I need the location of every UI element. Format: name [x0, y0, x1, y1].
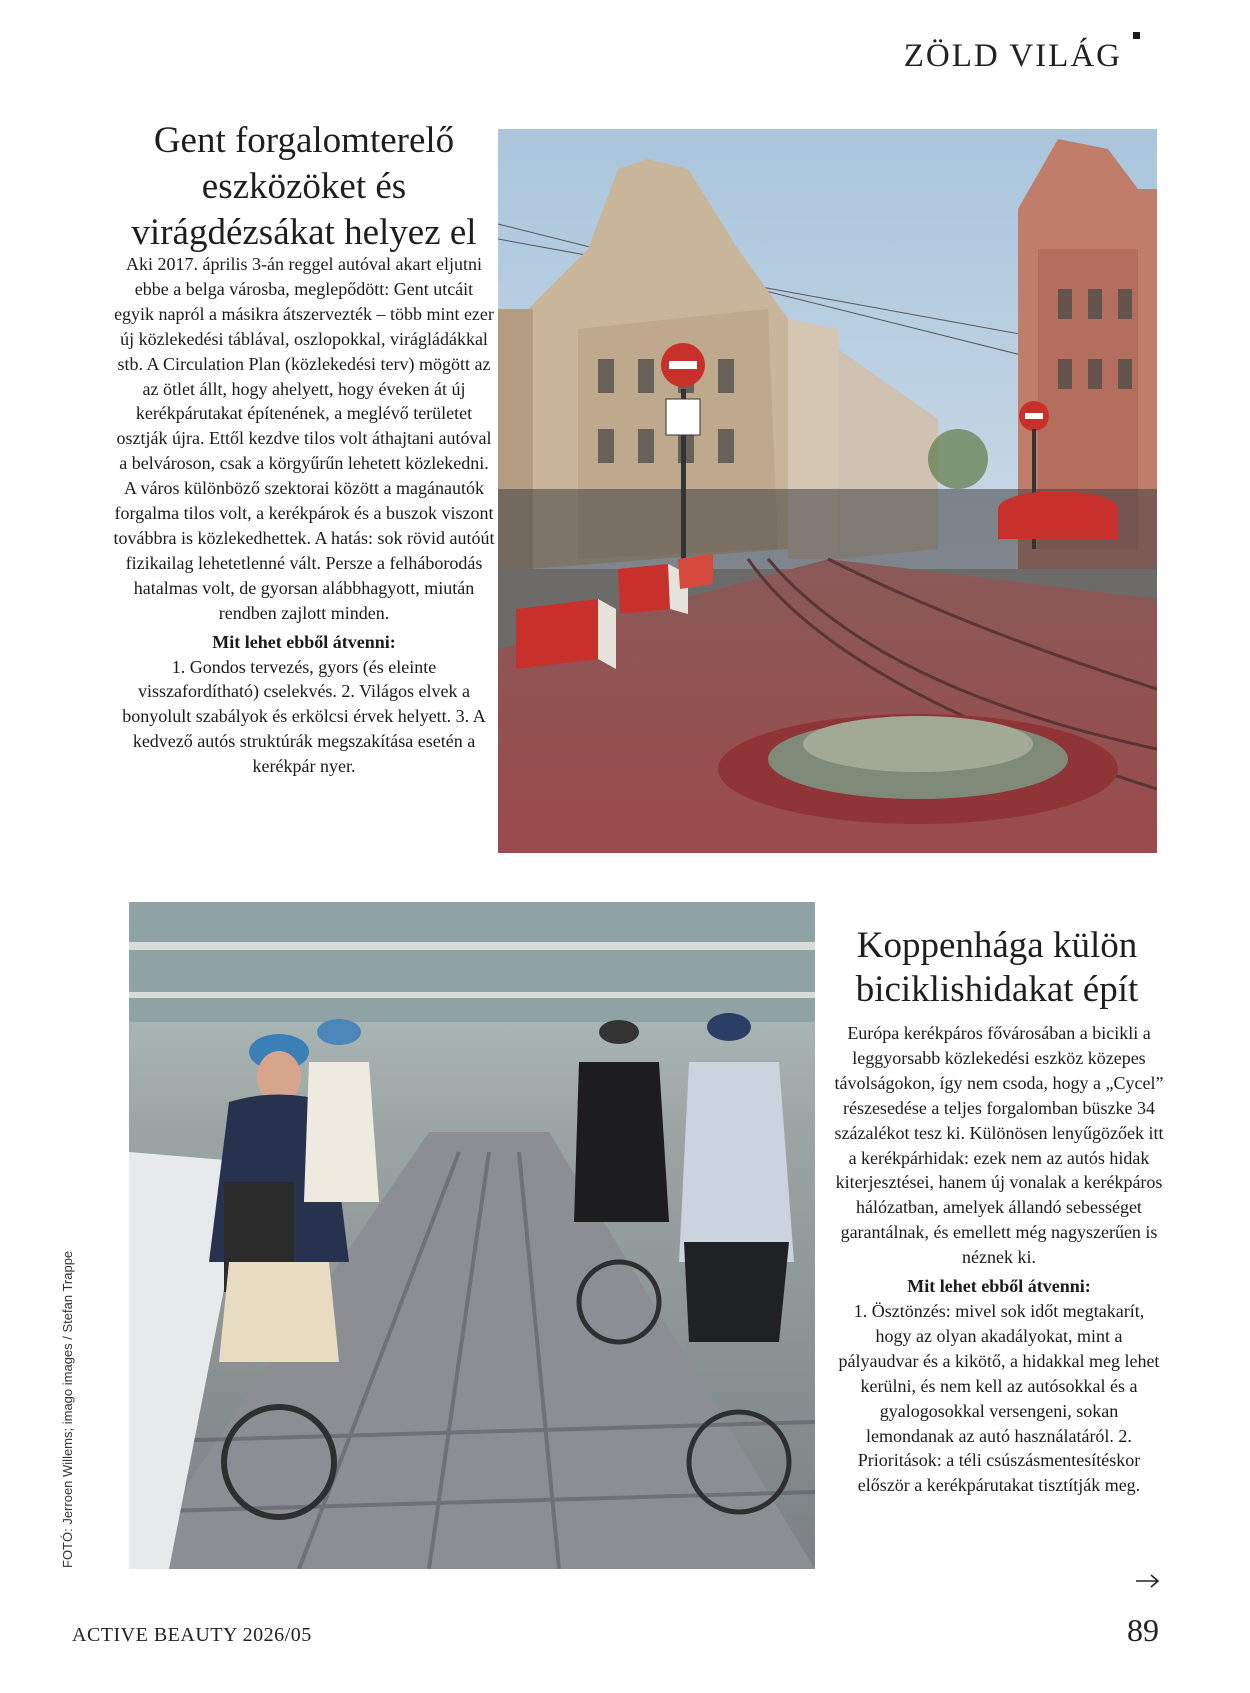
copenhagen-takeaway-text: 1. Ösztönzés: mivel sok időt megtakarít, hogy az olyan akadályokat, mint a pályaudvar és a kikötő, a hidakkal meg lehet kerülni, és nem kell az autósokkal és a gyalogosokkal versengeni, sokan lemondanak az autó használatáról. 2. Prioritások: a téli csúszásmentesítéskor először a kerékpárutakat tisztítják meg. — [838, 1300, 1160, 1496]
gent-article-title: Gent forgalomterelő eszközöket és virágdézsákat helyez el — [131, 120, 477, 253]
copenhagen-body-text: Európa kerékpáros fővárosában a bicikli a leggyorsabb közlekedési eszköz közepes távolságokon, így nem csoda, hogy a „Cycel” részesedése a teljes forgalomban büszke 34 százalékot tesz ki. Különösen lenyűgözőek itt a kerékpárhidak: ezek nem az autós hidak kiterjesztései, hanem új vonalak a kerékpáros hálózatban, amelyek állandó sebességet garantálnak, és emellett még nagyszerűen is néznek ki. — [834, 1023, 1164, 1268]
magazine-issue: ACTIVE BEAUTY 2026/05 — [72, 1624, 312, 1646]
photo-credit: FOTÓ: Jerroen Willems; imago images / Stefan Trappe — [60, 1250, 75, 1568]
page-number: 89 — [1127, 1612, 1159, 1648]
section-title: ZÖLD VILÁG — [903, 38, 1122, 74]
gent-street-photo — [498, 129, 1157, 853]
gent-takeaway-text: 1. Gondos tervezés, gyors (és eleinte visszafordítható) cselekvés. 2. Világos elvek a bonyolult szabályok és erkölcsi érvek helyett. 3. A kedvező autós struktúrák megszakítása esetén a kerékpár nyer. — [122, 656, 486, 777]
copenhagen-bike-bridge-photo — [129, 902, 815, 1569]
copenhagen-article-body — [834, 1021, 1164, 1498]
copenhagen-takeaway-heading: Mit lehet ebből átvenni: — [907, 1276, 1091, 1297]
registration-mark-icon — [1133, 32, 1140, 39]
gent-article-body — [113, 252, 495, 779]
gent-body-text: Aki 2017. április 3-án reggel autóval akart eljutni ebbe a belga városba, meglepődött: Gent utcáit egyik napról a másikra átszervezték – több mint ezer új közlekedési táblával, oszlopokkal, virágládákkal stb. A Circulation Plan (közlekedési terv) mögött az az ötlet állt, hogy ahelyett, hogy éveken át új kerékpárutakat építenének, a meglévő területet osztják újra. Ettől kezdve tilos volt áthajtani autóval a belvároson, csak a körgyűrűn lehetett közlekedni. A város különböző szektorai között a magánautók forgalma tilos volt, a kerékpárok és a buszok viszont továbbra is közlekedhettek. A hatás: sok rövid autóút fizikailag lehetetlenné vált. Persze a felháborodás hatalmas volt, de gyorsan alábbhagyott, miután rendben zajlott minden. — [113, 254, 495, 623]
copenhagen-article-title: Koppenhága külön biciklishidakat épít — [855, 925, 1139, 1010]
arrow-right-icon — [1135, 1571, 1161, 1591]
gent-takeaway-heading: Mit lehet ebből átvenni: — [212, 631, 396, 652]
